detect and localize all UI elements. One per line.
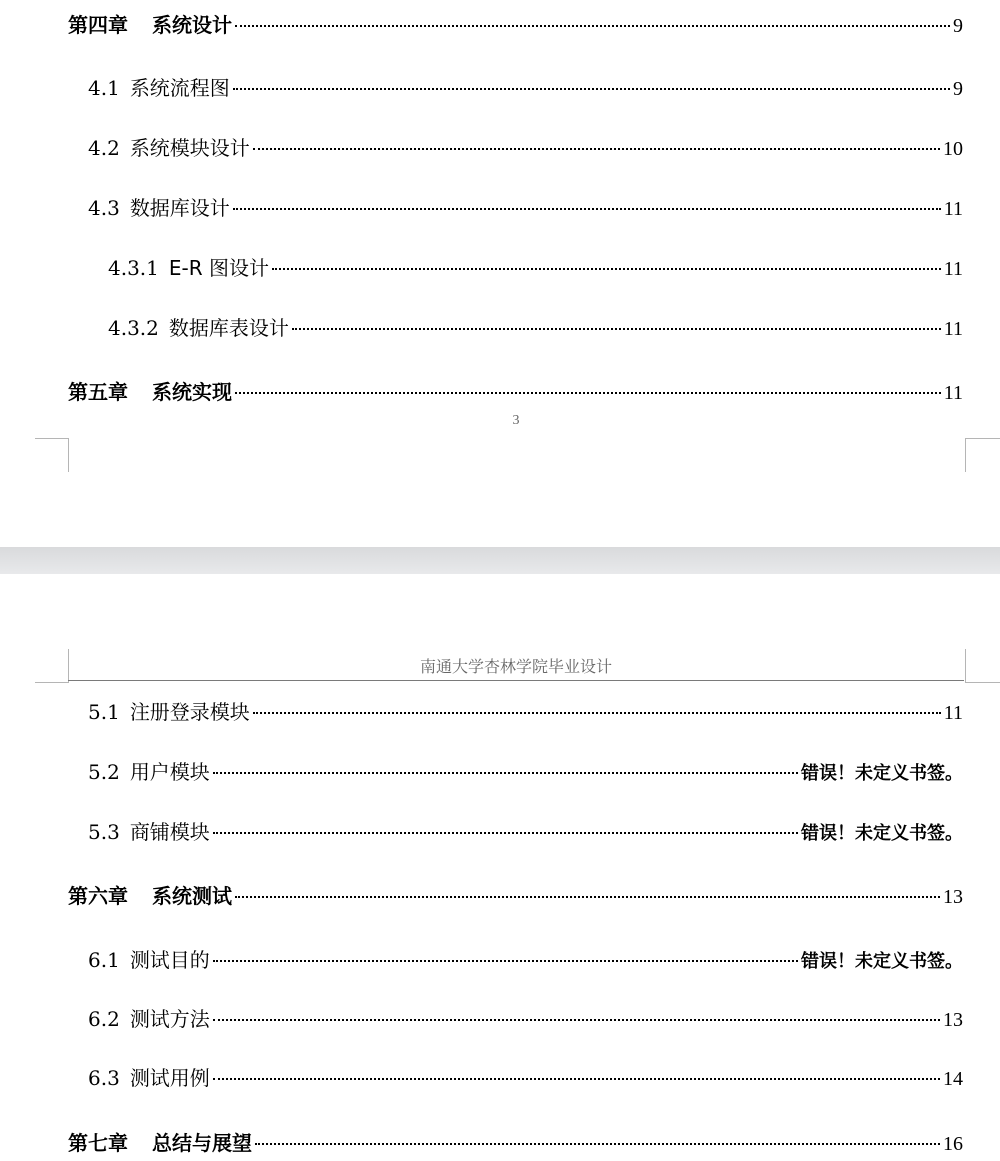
toc-number: 5.1 — [88, 700, 120, 724]
toc-title: 测试用例 — [129, 1066, 210, 1090]
toc-page: 10 — [943, 138, 963, 160]
toc-entry[interactable] — [88, 74, 963, 103]
toc-page: 16 — [943, 1133, 963, 1155]
toc-entry[interactable] — [68, 1129, 963, 1158]
toc-number: 4.1 — [88, 76, 120, 100]
dot-leader — [272, 268, 941, 270]
dot-leader — [235, 896, 940, 898]
toc-entry[interactable] — [88, 1005, 963, 1034]
corner-mark — [35, 438, 69, 472]
dot-leader — [213, 832, 798, 834]
toc-number: 第五章 — [68, 380, 128, 404]
toc-page: 13 — [943, 1009, 963, 1031]
bookmark-error: 错误！未定义书签。 — [801, 763, 963, 784]
dot-leader — [255, 1143, 940, 1145]
toc-entry[interactable] — [68, 11, 963, 40]
toc-entry[interactable] — [88, 134, 963, 163]
toc-entry[interactable] — [108, 254, 963, 283]
page-header: 南通大学杏林学院毕业设计 — [419, 657, 612, 676]
toc-page: 11 — [943, 702, 963, 724]
dot-leader — [253, 148, 940, 150]
corner-mark — [35, 649, 69, 683]
toc-title: 系统实现 — [152, 380, 232, 404]
dot-leader — [213, 772, 798, 774]
toc-page: 9 — [953, 78, 963, 100]
toc-number: 第四章 — [68, 13, 128, 37]
bookmark-error: 错误！未定义书签。 — [801, 823, 963, 844]
corner-mark — [965, 438, 1000, 472]
toc-number: 5.2 — [88, 760, 120, 784]
toc-number: 5.3 — [88, 820, 120, 844]
toc-number: 4.3 — [88, 196, 120, 220]
toc-entry[interactable] — [88, 698, 963, 727]
toc-number: 4.3.1 — [108, 256, 159, 280]
bookmark-error: 错误！未定义书签。 — [801, 951, 963, 972]
toc-entry[interactable] — [88, 194, 963, 223]
toc-title: 测试方法 — [129, 1007, 210, 1031]
toc-entry[interactable] — [108, 314, 963, 343]
dot-leader — [235, 25, 950, 27]
toc-number: 第七章 — [68, 1131, 128, 1155]
toc-page: 11 — [943, 258, 963, 280]
toc-page: 11 — [943, 198, 963, 220]
toc-page: 11 — [943, 382, 963, 404]
toc-entry[interactable] — [88, 1064, 963, 1093]
toc-page: 9 — [953, 15, 963, 37]
page-number: 3 — [512, 413, 520, 428]
dot-leader — [235, 392, 941, 394]
page-gap — [0, 547, 1000, 574]
corner-mark — [965, 649, 1000, 683]
dot-leader — [213, 1078, 940, 1080]
toc-number: 4.2 — [88, 136, 120, 160]
toc-entry[interactable] — [68, 882, 963, 911]
toc-title: 数据库表设计 — [168, 316, 289, 340]
toc-entry[interactable] — [68, 378, 963, 407]
toc-number: 6.3 — [88, 1066, 120, 1090]
toc-title: 系统测试 — [152, 884, 232, 908]
dot-leader — [233, 88, 950, 90]
dot-leader — [292, 328, 941, 330]
toc-title: 商铺模块 — [129, 820, 210, 844]
dot-leader — [213, 1019, 940, 1021]
toc-title: 系统流程图 — [129, 76, 230, 100]
toc-number: 4.3.2 — [108, 316, 159, 340]
toc-title: 数据库设计 — [129, 196, 230, 220]
toc-title: 系统模块设计 — [129, 136, 250, 160]
toc-entry[interactable] — [88, 758, 963, 788]
toc-title: 系统设计 — [152, 13, 232, 37]
dot-leader — [213, 960, 798, 962]
toc-number: 第六章 — [68, 884, 128, 908]
toc-title: E-R 图设计 — [168, 256, 269, 280]
dot-leader — [233, 208, 941, 210]
toc-number: 6.2 — [88, 1007, 120, 1031]
toc-title: 注册登录模块 — [129, 700, 250, 724]
toc-page: 13 — [943, 886, 963, 908]
toc-page: 11 — [943, 318, 963, 340]
toc-number: 6.1 — [88, 948, 120, 972]
header-rule — [68, 680, 964, 681]
toc-title: 测试目的 — [129, 948, 210, 972]
dot-leader — [253, 712, 941, 714]
toc-page: 14 — [943, 1068, 963, 1090]
toc-title: 用户模块 — [129, 760, 210, 784]
toc-entry[interactable] — [88, 946, 963, 976]
toc-entry[interactable] — [88, 818, 963, 848]
toc-title: 总结与展望 — [152, 1131, 252, 1155]
